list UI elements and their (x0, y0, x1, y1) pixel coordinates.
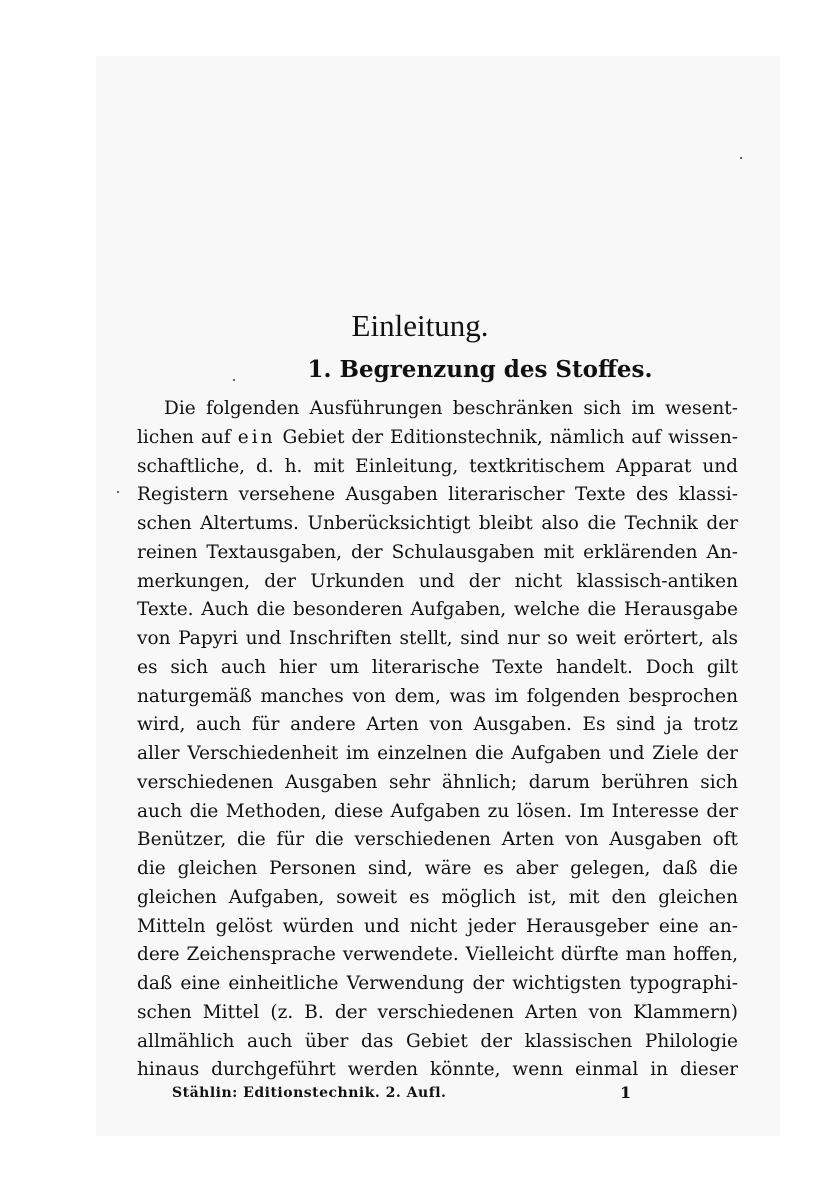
text-line: daß eine einheitliche Verwendung der wichtigsten typographi- (137, 973, 738, 994)
text-line (137, 424, 738, 453)
text-line: verschiedenen Ausgaben sehr ähnlich; darum berühren sich (137, 771, 738, 793)
text-line: von Papyri und Inschriften stellt, sind nur so weit erörtert, als (137, 628, 738, 649)
text-line: Texte. Auch die besonderen Aufgaben, welche die Herausgabe (137, 599, 738, 621)
text-line: merkungen, der Urkunden und der nicht klassisch-antiken (137, 570, 738, 592)
text-fragment: Gebiet der Editionstechnik, nämlich auf wissen- (275, 426, 738, 448)
text-line: allmählich auch über das Gebiet der klassischen Philologie (137, 1030, 738, 1052)
text-line: dere Zeichensprache verwendete. Vielleicht dürfte man hoffen, (137, 944, 738, 966)
signature-line: Stählin: Editionstechnik. 2. Aufl. (172, 1085, 447, 1101)
text-line: schaftliche, d. h. mit Einleitung, textkritischem Apparat und (137, 455, 738, 477)
text-line: die gleichen Personen sind, wäre es aber gelegen, daß die (137, 858, 738, 879)
emphasized-word: ein (237, 426, 276, 448)
text-line: Die folgenden Ausführungen beschränken sich im wesent- (164, 398, 738, 419)
scan-speck (740, 157, 742, 159)
body-text (137, 395, 738, 1085)
text-line: auch die Methoden, diese Aufgaben zu lösen. Im Interesse der (137, 800, 738, 822)
text-line: schen Altertums. Unberücksichtigt bleibt also die Technik der (137, 513, 738, 534)
text-line: gleichen Aufgaben, soweit es möglich ist, mit den gleichen (137, 886, 738, 908)
text-line: aller Verschiedenheit im einzelnen die Aufgaben und Ziele der (137, 743, 738, 764)
text-line: Benützer, die für die verschiedenen Arten von Ausgaben oft (137, 829, 738, 851)
text-line: es sich auch hier um literarische Texte handelt. Doch gilt (137, 656, 738, 678)
text-line: schen Mittel (z. B. der verschiedenen Arten von Klammern) (137, 1001, 738, 1023)
scan-speck (117, 491, 119, 493)
page-number: 1 (620, 1083, 632, 1102)
text-fragment: lichen auf (137, 426, 238, 448)
text-line: reinen Textausgaben, der Schulausgaben mit erklärenden An- (137, 541, 738, 563)
text-line: naturgemäß manches von dem, was im folgenden besprochen (137, 685, 738, 707)
text-line: wird, auch für andere Arten von Ausgaben. Es sind ja trotz (137, 714, 738, 736)
text-line: hinaus durchgeführt werden könnte, wenn einmal in dieser (137, 1059, 738, 1081)
section-heading: 1. Begrenzung des Stoffes. (307, 356, 653, 383)
text-line: Mitteln gelöst würden und nicht jeder Herausgeber eine an- (137, 915, 738, 937)
text-line: Registern versehene Ausgaben literarischer Texte des klassi- (137, 484, 738, 506)
chapter-title: Einleitung. (351, 308, 489, 343)
